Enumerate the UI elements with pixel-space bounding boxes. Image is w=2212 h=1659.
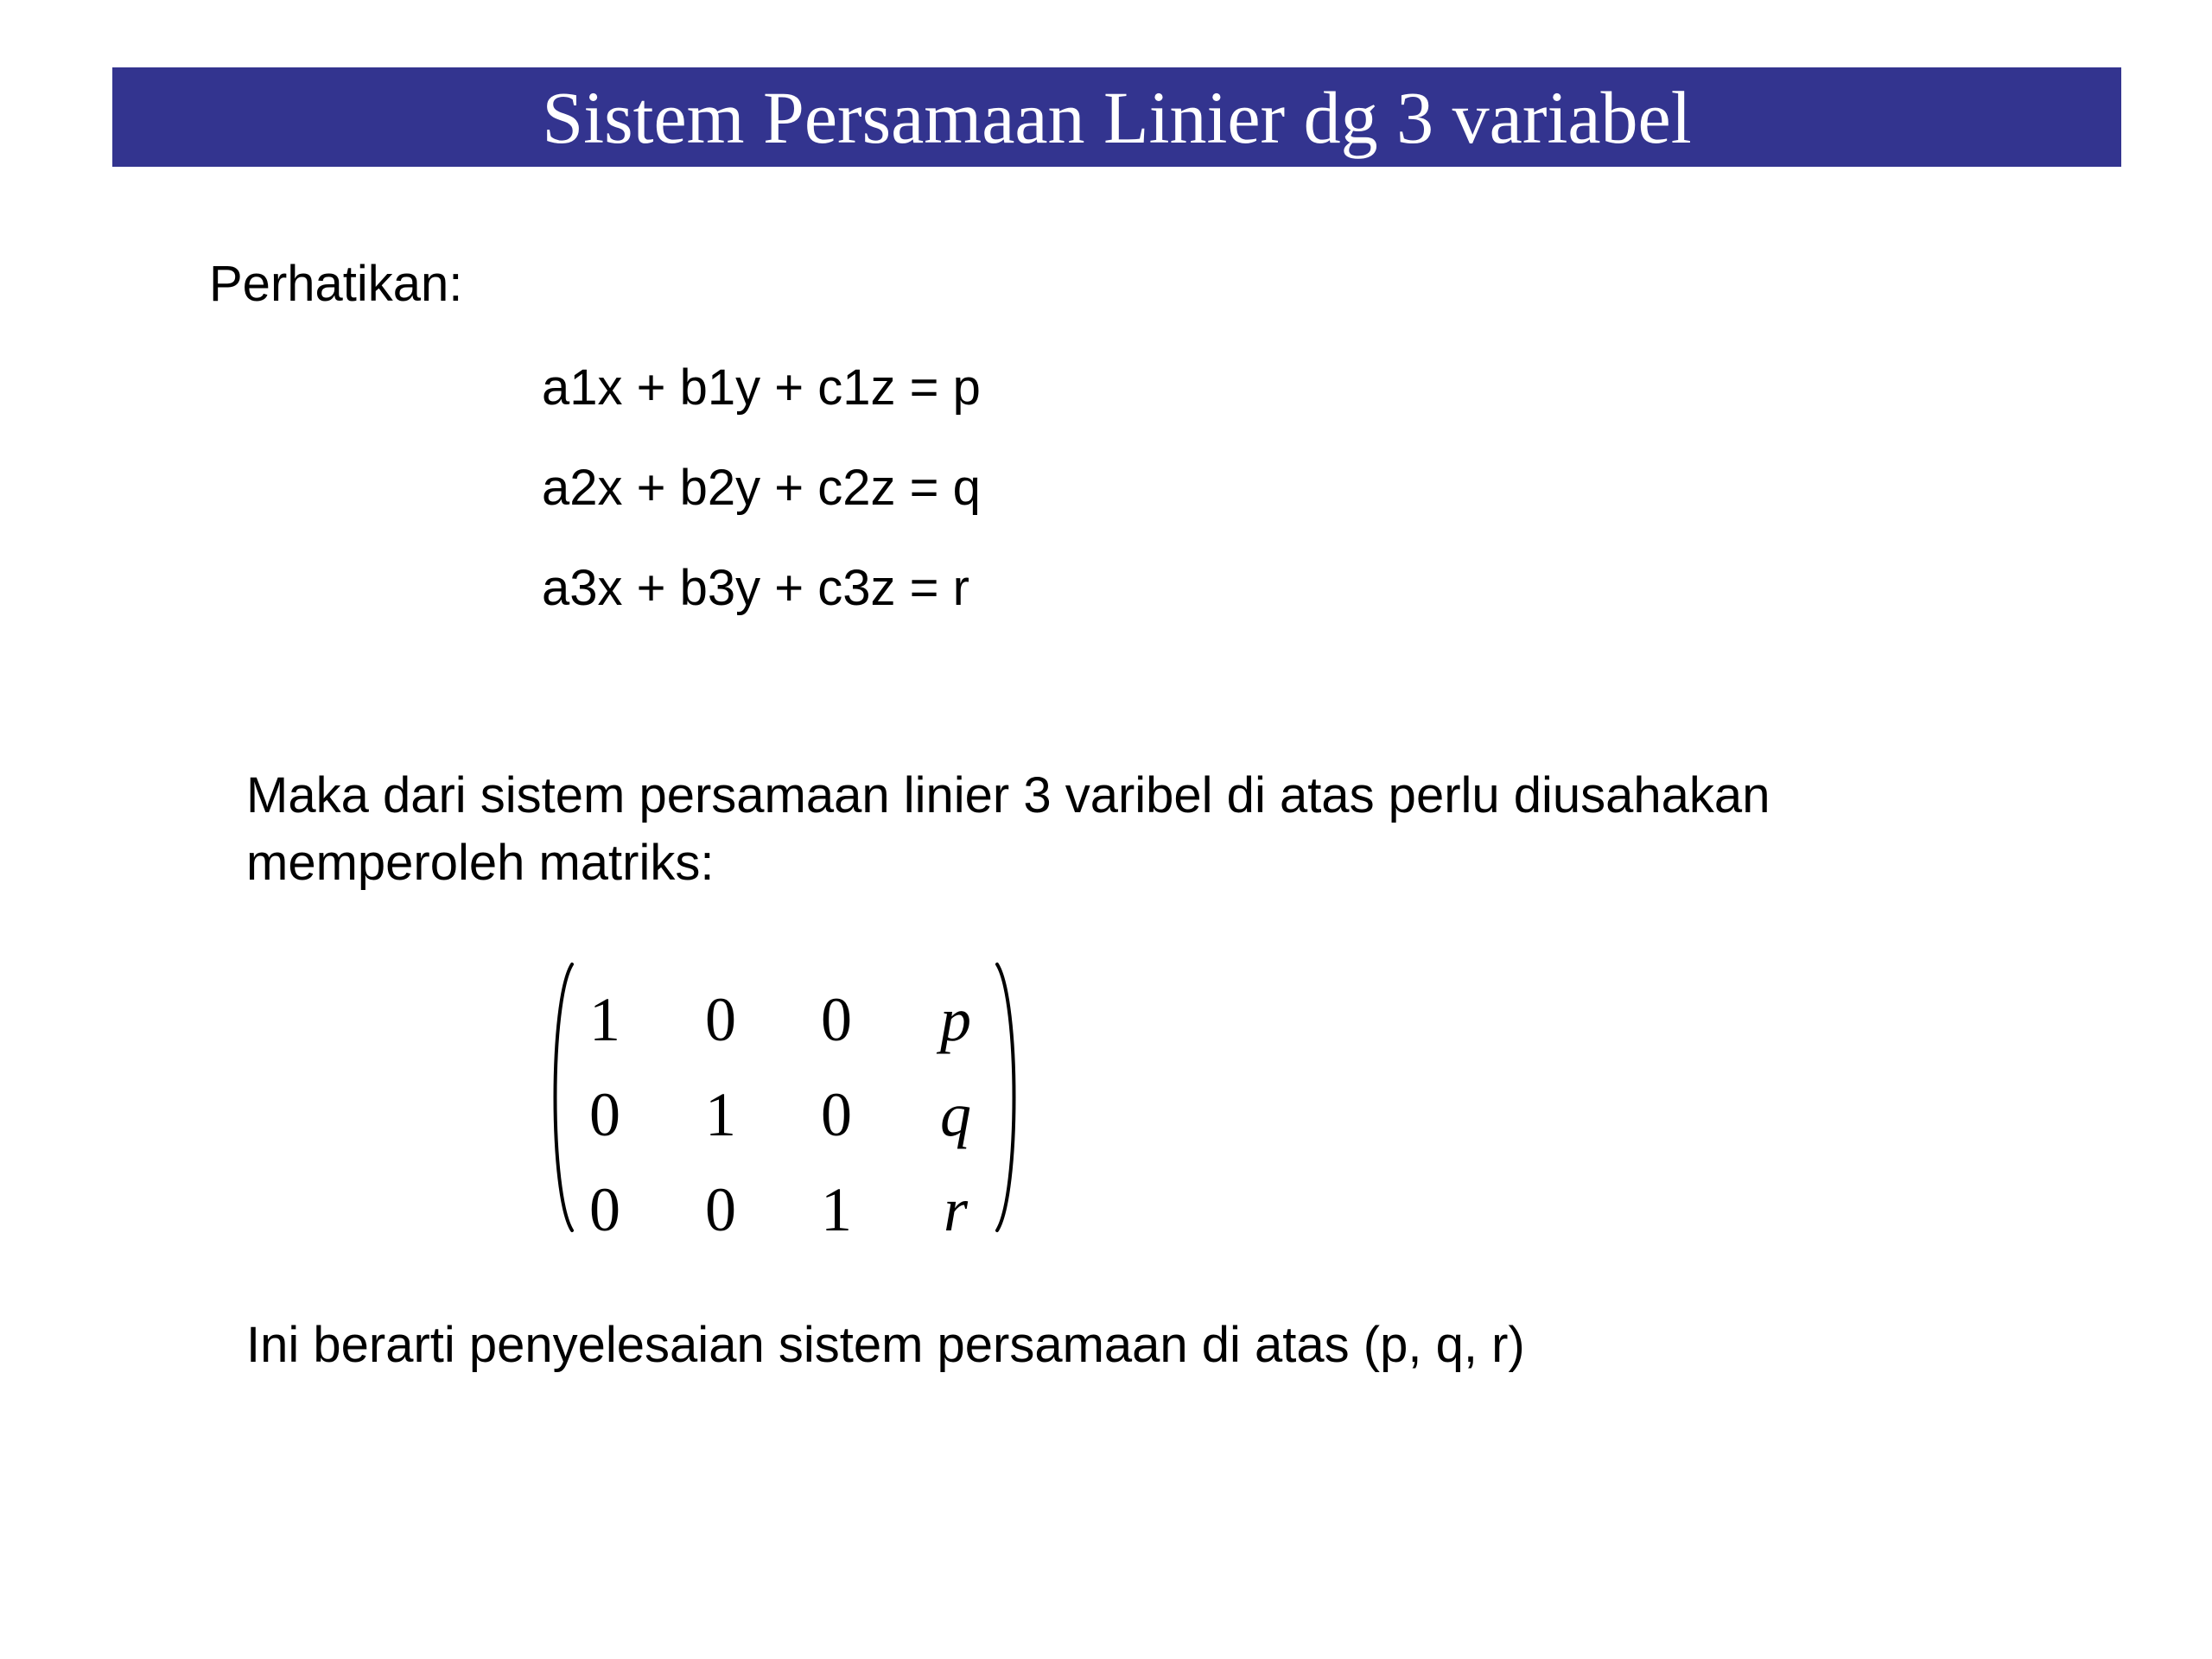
equation-3: a3x + b3y + c3z = r — [542, 560, 969, 616]
matrix-cell: 0 — [705, 985, 736, 1054]
matrix-cell: 1 — [589, 985, 620, 1054]
right-parenthesis — [992, 959, 1027, 1236]
matrix-cell-variable: q — [940, 1080, 971, 1149]
slide-title: Sistem Persamaan Linier dg 3 variabel — [542, 75, 1692, 159]
augmented-matrix — [543, 959, 1027, 1244]
equation-2: a2x + b2y + c2z = q — [542, 460, 981, 516]
intro-text: Perhatikan: — [209, 256, 463, 312]
title-bar — [112, 67, 2121, 167]
matrix-cell: 0 — [589, 1080, 620, 1149]
matrix-cell-variable: r — [943, 1175, 969, 1244]
matrix-cell: 0 — [821, 985, 852, 1054]
matrix-cell: 1 — [705, 1080, 736, 1149]
equation-1: a1x + b1y + c1z = p — [542, 359, 981, 416]
matrix-cell: 0 — [705, 1175, 736, 1244]
matrix-cell: 1 — [821, 1175, 852, 1244]
conclusion-text: Ini berarti penyelesaian sistem persamaan di atas (p, q, r) — [246, 1317, 1525, 1373]
matrix-cell: 0 — [589, 1175, 620, 1244]
matrix-cell-variable: p — [940, 985, 971, 1054]
matrix-cell: 0 — [821, 1080, 852, 1149]
matrix-explanation: Maka dari sistem persamaan linier 3 varibel di atas perlu diusahakan memperoleh matriks: — [246, 767, 1770, 891]
